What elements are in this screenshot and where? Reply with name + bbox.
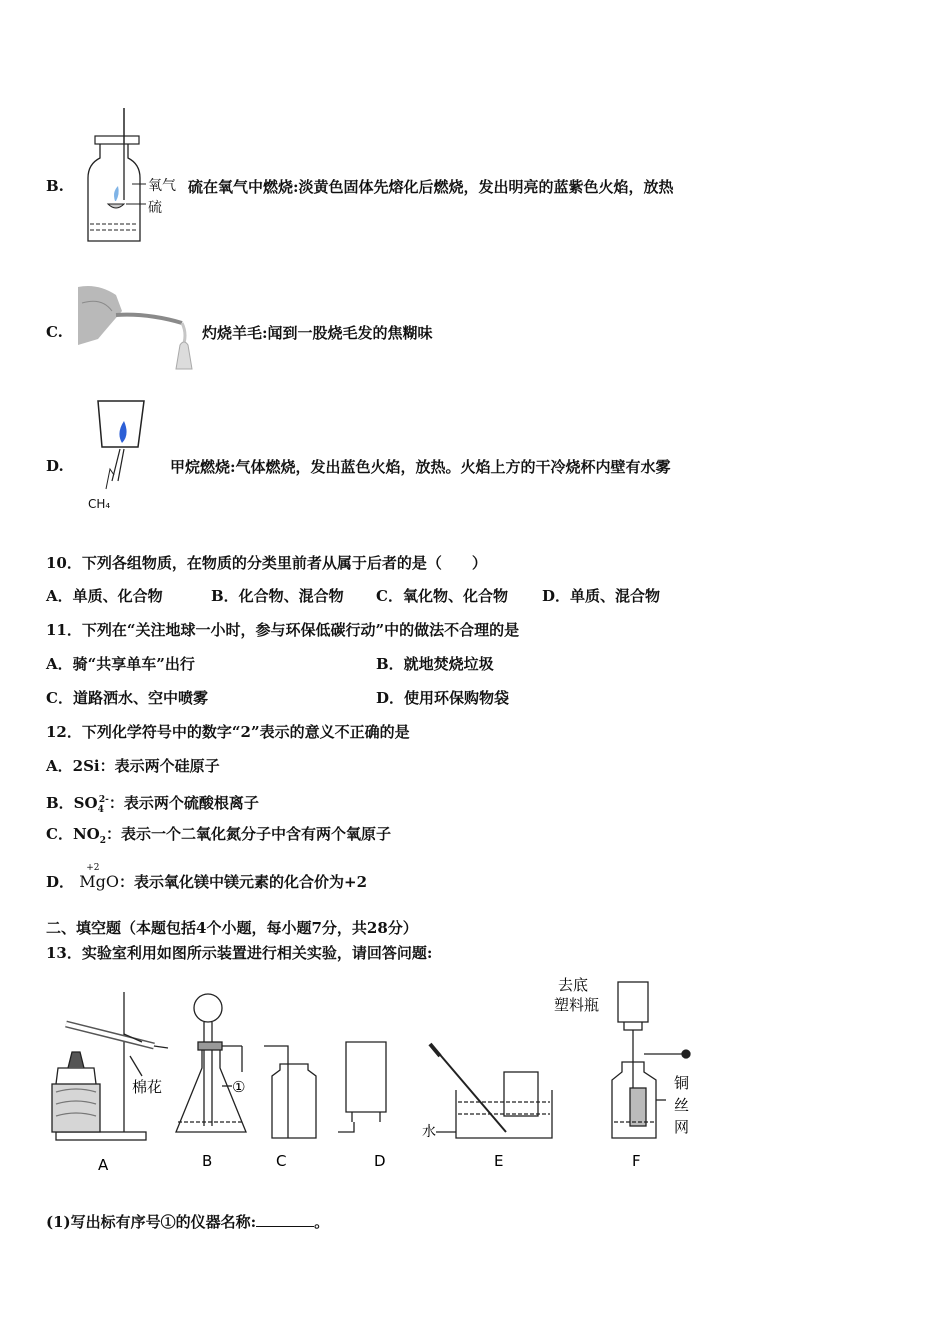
option-d-text: 甲烷燃烧:气体燃烧，发出蓝色火焰，放热。火焰上方的干冷烧杯内壁有水雾 (170, 458, 671, 476)
q12-option-b: B．$SO_4^{2-}$：表示两个硫酸根离子 (46, 794, 259, 815)
q10-option-d: D．单质、混合物 (542, 587, 661, 605)
mgo-formula: +2 MgO (79, 863, 119, 891)
option-b-text: 硫在氧气中燃烧:淡黄色固体先熔化后燃烧，发出明亮的蓝紫色火焰，放热 (188, 178, 674, 196)
apparatus-figure (46, 972, 706, 1177)
q10-option-c: C．氧化物、化合物 (376, 587, 508, 605)
oxygen-label: 氧气 (148, 178, 176, 194)
q11-option-b: B．就地焚烧垃圾 (376, 655, 494, 673)
answer-blank[interactable] (256, 1212, 314, 1227)
q13-part1: (1)写出标有序号①的仪器名称: 。 (46, 1213, 330, 1231)
letter-a: A (98, 1156, 109, 1174)
option-b-label: B. (46, 177, 64, 195)
water-label: 水 (422, 1124, 436, 1140)
option-d-label: D. (46, 457, 64, 475)
option-c-label: C. (46, 323, 63, 341)
circle-one-label: ① (232, 1078, 246, 1096)
q10-option-b: B．化合物、混合物 (211, 587, 344, 605)
letter-e: E (494, 1152, 504, 1170)
mesh-label-3: 网 (674, 1118, 690, 1136)
section2-title: 二、填空题（本题包括4个小题，每小题7分，共28分） (46, 919, 418, 937)
sulfur-label: 硫 (148, 200, 162, 216)
letter-c: C (276, 1152, 287, 1170)
q12-stem: 12．下列化学符号中的数字“2”表示的意义不正确的是 (46, 723, 410, 741)
letter-b: B (202, 1152, 213, 1170)
cotton-label: 棉花 (132, 1078, 163, 1096)
mesh-label-2: 丝 (674, 1096, 690, 1114)
bottle-label-2: 塑料瓶 (554, 996, 600, 1014)
burning-wool-figure (78, 283, 198, 373)
methane-flame-figure (84, 395, 164, 495)
mesh-label-1: 铜 (674, 1074, 690, 1092)
q11-option-c: C．道路洒水、空中喷雾 (46, 689, 208, 707)
option-c-text: 灼烧羊毛:闻到一股烧毛发的焦糊味 (202, 324, 433, 342)
ch4-label: CH₄ (88, 497, 111, 511)
q10-stem: 10．下列各组物质，在物质的分类里前者从属于后者的是（ ） (46, 554, 487, 572)
letter-f: F (632, 1152, 641, 1170)
q11-option-a: A．骑“共享单车”出行 (46, 655, 195, 673)
bottle-label-1: 去底 (558, 976, 589, 994)
q10-option-a: A．单质、化合物 (46, 587, 163, 605)
q11-stem: 11．下列在“关注地球一小时，参与环保低碳行动”中的做法不合理的是 (46, 621, 520, 639)
q11-option-d: D．使用环保购物袋 (376, 689, 510, 707)
q12-option-c: C．$NO_2$：表示一个二氧化氮分子中含有两个氧原子 (46, 825, 391, 846)
q13-stem: 13．实验室利用如图所示装置进行相关实验，请回答问题: (46, 944, 433, 962)
letter-d: D (374, 1152, 386, 1170)
q12-option-d: D． +2 MgO：表示氧化镁中镁元素的化合价为+2 (46, 863, 368, 891)
q12-option-a: A．2Si：表示两个硅原子 (46, 757, 220, 775)
